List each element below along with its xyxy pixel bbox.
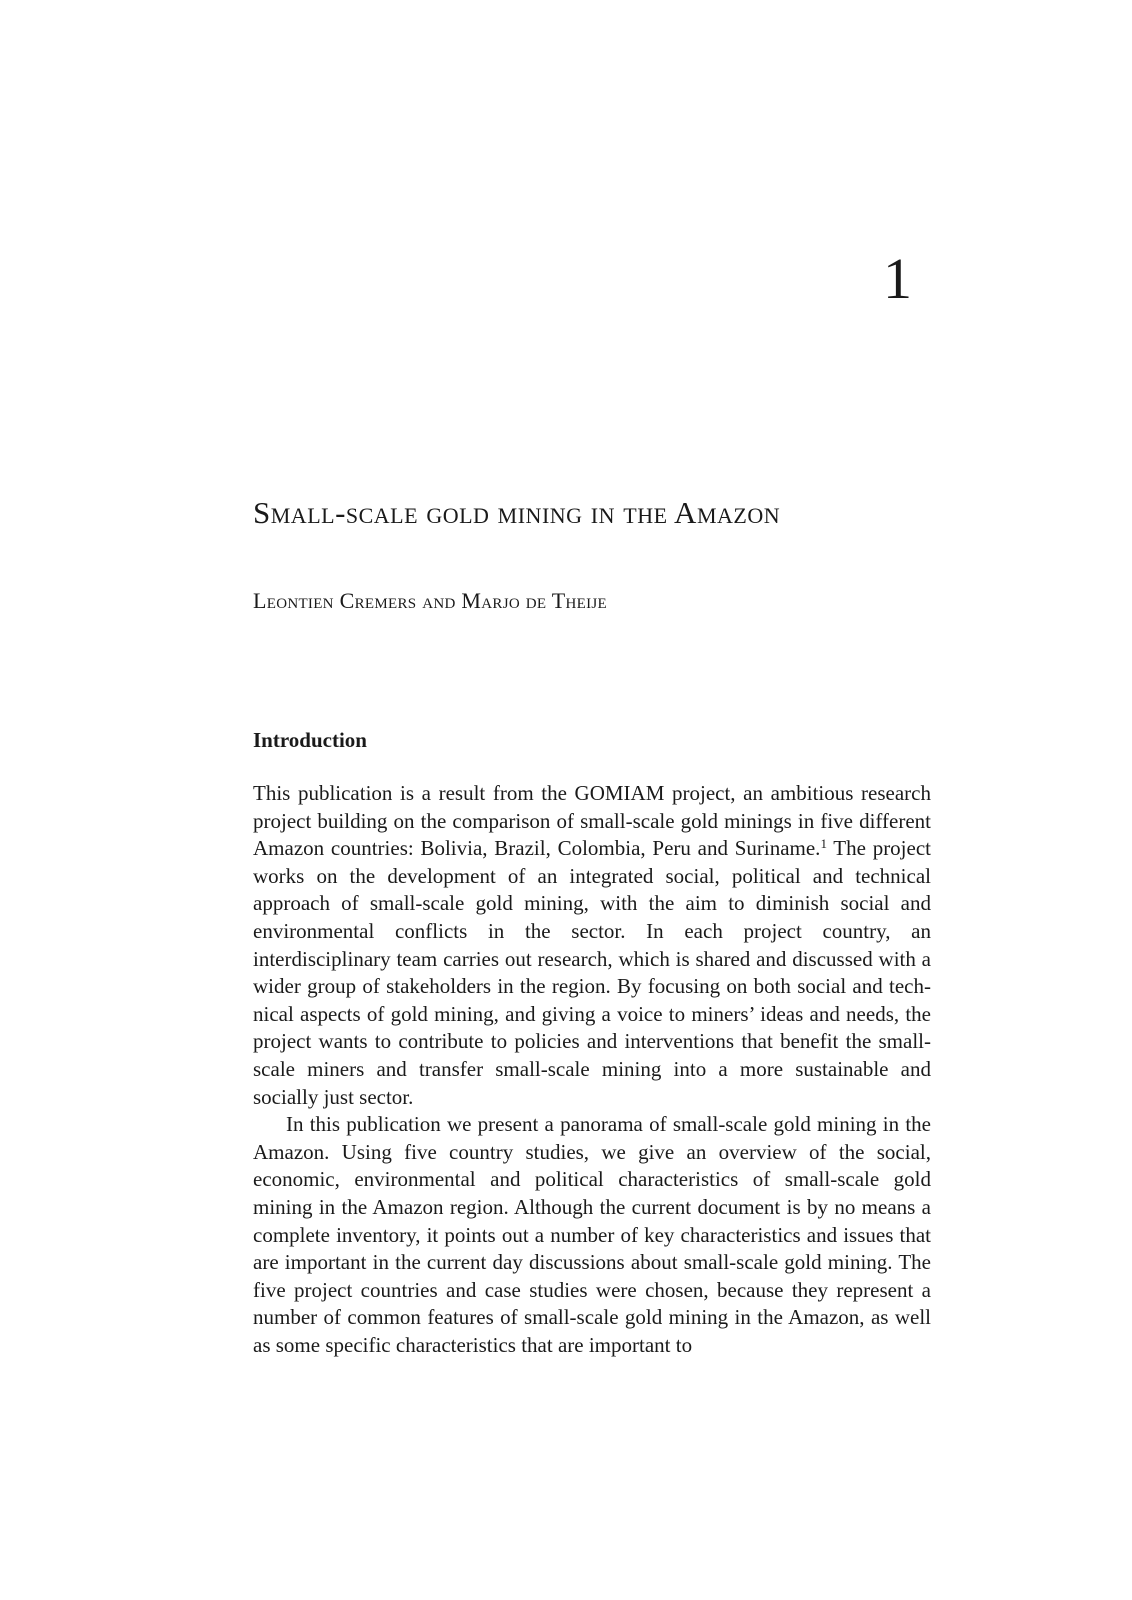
- paragraph-text: In this publication we present a panorama of small-scale gold mining in the Amazon. Using five country studies, we give an overview of the social, economic, environmental and political characteristics of small-scale gold mining in the Amazon region. Although the current document is by no means a complete inventory, it points out a number of key characteristics and issues that are important in the current day discussions about small-scale gold mining. The five project countries and case studies were chosen, because they represent a number of common features of small-scale gold mining in the Amazon, as well as some specific characteristics that are important to: [253, 1112, 931, 1357]
- paragraph: [253, 780, 931, 1111]
- paragraph: [253, 1111, 931, 1359]
- footnote-marker[interactable]: 1: [820, 836, 827, 852]
- chapter-authors: Leontien Cremers and Marjo de Theije: [253, 588, 607, 613]
- paragraph-text: The project works on the development of an integrated social, political and technical approach of small-scale gold mining, with the aim to diminish social and environmental conflicts in the sector. In each project country, an interdisciplinary team carries out research, which is shared and discussed with a wider group of stakeholders in the region. By focusing on both social and technical aspects of gold mining, and giving a voice to miners’ ideas and needs, the project wants to contribute to policies and interventions that benefit the small-scale miners and transfer small-scale mining into a more sustainable and socially just sector.: [253, 836, 931, 1109]
- chapter-title: Small-scale gold mining in the Amazon: [253, 495, 781, 530]
- section-heading: Introduction: [253, 728, 367, 752]
- chapter-number: 1: [883, 246, 912, 311]
- paragraph-text: This publication is a result from the GOMIAM project, an ambitious research project building on the comparison of small-scale gold minings in five different Amazon countries: Bolivia, Brazil, Colombia, Peru and Suriname.: [253, 781, 931, 861]
- body-text: [253, 780, 931, 1359]
